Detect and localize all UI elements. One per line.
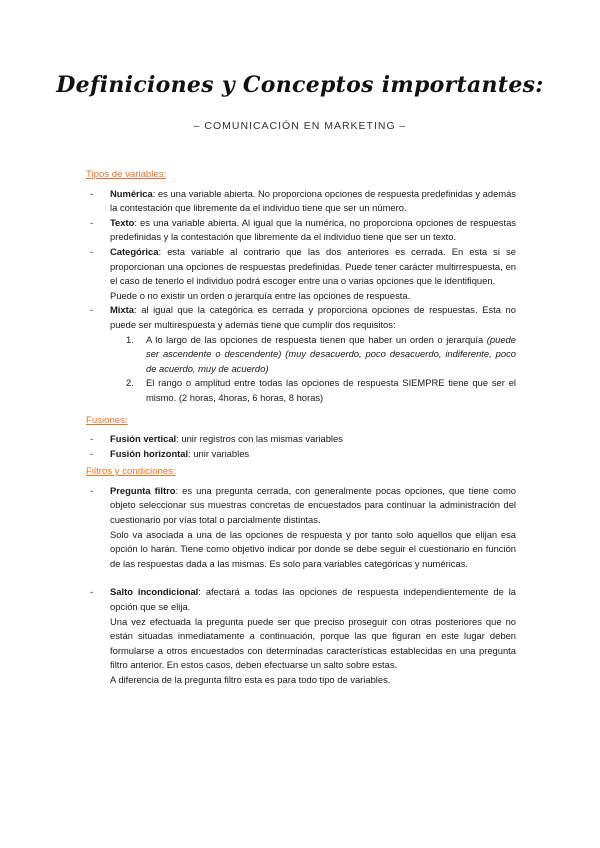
term-fusion-vertical: Fusión vertical <box>110 433 177 445</box>
bullet-dash: - <box>90 187 94 199</box>
categorica-note: Puede o no existir un orden o jerarquía entre las opciones de respuesta. <box>110 289 411 301</box>
definition-mixta: : al igual que la categórica es cerrada y proporciona opciones de respuestas. Esta no puede ser multirespuesta y además tiene que cumplir dos requisitos: <box>110 304 516 330</box>
list-item-fusion-horizontal <box>86 447 516 462</box>
term-texto: Texto <box>110 216 135 228</box>
requirement-item-2 <box>110 376 516 405</box>
list-item-texto <box>86 216 516 245</box>
section-heading-tipos: Tipos de variables: <box>86 169 167 180</box>
definition-pregunta-filtro: : es una pregunta cerrada, con generalmente pocas opciones, que tiene como objeto seleccionar sus muestras concretas de encuestados para continuar la administración del cuestionario por vías total o parcialmente distintas. <box>110 484 516 526</box>
page-title: Definiciones y Conceptos importantes: <box>56 72 544 98</box>
requirement-text: El rango o amplitud entre todas las opciones de respuesta SIEMPRE tiene que ser el mismo. (2 horas, 4horas, 6 horas, 8 horas) <box>146 377 516 403</box>
list-item-salto-incondicional <box>86 585 516 687</box>
requirement-number: 2. <box>126 377 134 389</box>
tipos-list <box>86 187 516 406</box>
pregunta-filtro-note: Solo va asociada a una de las opciones de respuesta y por tanto solo aquellos que elijan esa opción lo harán. Tiene como objetivo indicar por donde se debe seguir el cuestionario en función de las respuestas dada a las mismas. Es solo para variables categóricas y numéricas. <box>110 528 516 569</box>
list-item-fusion-vertical <box>86 432 516 447</box>
bullet-dash: - <box>90 447 94 459</box>
definition-fusion-horizontal: : unir variables <box>188 447 250 459</box>
definition-salto-incondicional: : afectará a todas las opciones de respuesta independientemente de la opción que se elija. <box>110 586 516 613</box>
definition-categorica: : esta variable al contrario que las dos anteriores es cerrada. En esta si se proporcionan una opciones de respuestas predefinidas. Puede tener carácter multirrespuesta, en el caso de tenerlo el individuo podrá escoger entre una o varias opciones que le identifiquen. <box>110 245 516 287</box>
list-item-numerica <box>86 187 516 216</box>
bullet-dash: - <box>90 484 94 496</box>
term-pregunta-filtro: Pregunta filtro <box>110 484 176 496</box>
page-subtitle: – COMUNICACIÓN EN MARKETING – <box>193 120 407 132</box>
document-body <box>86 168 516 688</box>
requirement-example: (puede ser ascendente o descendente) (muy desacuerdo, poco desacuerdo, indiferente, poco de acuerdo, muy de acuerdo) <box>146 333 516 374</box>
definition-texto: : es una variable abierta. Al igual que la numérica, no proporciona opciones de respuestas predefinidas y la contestación que libremente da el individuo tiene que ser un texto. <box>110 216 516 243</box>
term-fusion-horizontal: Fusión horizontal <box>110 447 189 459</box>
section-heading-fusiones: Fusiones: <box>86 414 128 426</box>
term-mixta: Mixta <box>110 304 134 316</box>
section-heading-filtros: Filtros y condiciones: <box>86 466 176 478</box>
bullet-dash: - <box>90 586 94 598</box>
bullet-dash: - <box>90 433 94 445</box>
mixta-requirements <box>110 333 516 406</box>
bullet-dash: - <box>90 216 94 228</box>
term-numerica: Numérica <box>110 187 153 199</box>
definition-numerica: : es una variable abierta. No proporciona opciones de respuesta predefinidas y además la contestación que libremente da el individuo tiene que ser un número. <box>110 187 516 214</box>
filtros-list <box>86 484 516 688</box>
fusiones-list <box>86 432 516 461</box>
list-item-mixta <box>86 303 516 405</box>
spacer <box>86 571 516 585</box>
list-item-pregunta-filtro <box>86 484 516 572</box>
definition-fusion-vertical: : unir registros con las mismas variables <box>176 433 343 445</box>
term-categorica: Categórica <box>110 245 159 257</box>
requirement-item-1 <box>110 333 516 377</box>
salto-note-2: A diferencia de la pregunta filtro esta es para todo tipo de variables. <box>110 674 391 685</box>
bullet-dash: - <box>90 245 94 257</box>
salto-note-1: Una vez efectuada la pregunta puede ser que preciso proseguir con otras posteriores que no están situadas inmediatamente a continuación, porque las que figuran en este lugar deben formularse a otros encuestados con determinadas características establecidas en una pregunta filtro anterior. En estos casos, deben efectuarse un salto sobre estas. <box>110 615 516 671</box>
requirement-number: 1. <box>126 333 134 345</box>
list-item-categorica <box>86 245 516 303</box>
requirement-text: A lo largo de las opciones de respuesta tienen que haber un orden o jerarquía <box>146 333 487 345</box>
bullet-dash: - <box>90 304 94 316</box>
term-salto-incondicional: Salto incondicional <box>110 586 199 598</box>
